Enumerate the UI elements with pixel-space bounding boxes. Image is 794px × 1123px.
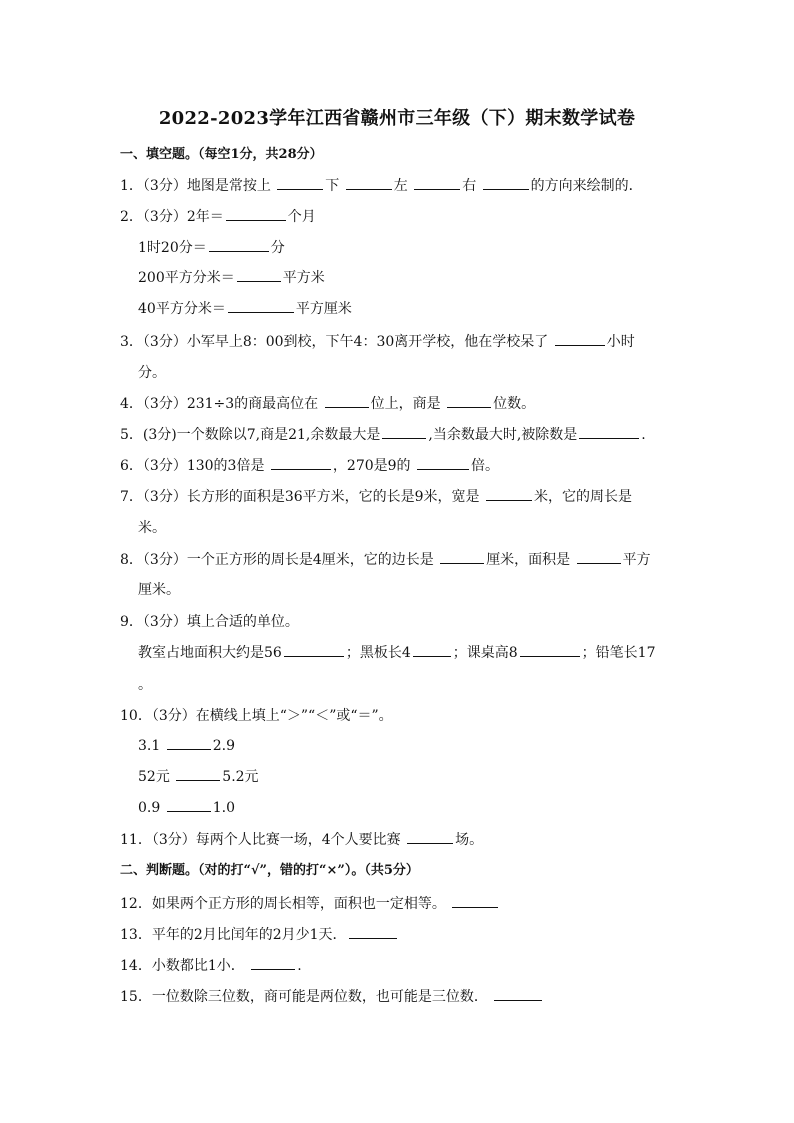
answer-blank[interactable] — [520, 644, 580, 657]
q4-text: 位数。 — [493, 396, 536, 412]
q10-text: 5.2元 — [222, 769, 259, 785]
q5-text: . — [641, 427, 646, 443]
answer-blank[interactable] — [440, 551, 484, 564]
question-12 — [120, 895, 500, 913]
question-2 — [120, 208, 316, 226]
question-11 — [120, 831, 483, 849]
answer-blank[interactable] — [414, 177, 460, 190]
section-heading-true-false: 二、判断题。（对的打“√”，错的打“×”）。（共5分） — [120, 863, 419, 878]
question-8-line-2: 厘米。 — [138, 582, 180, 598]
q2-text: 平方米 — [282, 270, 325, 286]
answer-blank[interactable] — [209, 239, 269, 252]
question-8 — [120, 551, 651, 569]
question-7 — [120, 488, 632, 506]
q11-text: 场。 — [455, 832, 484, 848]
q8-text: 8．（3分）一个正方形的周长是4厘米，它的边长是 — [120, 552, 434, 568]
question-3 — [120, 333, 635, 351]
q3-text: 小时 — [606, 334, 635, 350]
answer-blank[interactable] — [176, 768, 220, 781]
q10-text: 3.1 — [138, 738, 161, 754]
q9-text: ；黑板长4 — [345, 645, 411, 661]
q7-text: 米，它的周长是 — [534, 489, 632, 505]
q2-text: 1时20分＝ — [138, 240, 207, 256]
q4-text: 位上，商是 — [370, 396, 441, 412]
q6-text: 倍。 — [471, 458, 499, 474]
question-13 — [120, 926, 399, 944]
q2-text: 40平方分米＝ — [138, 301, 226, 317]
q7-text: 7．（3分）长方形的面积是36平方米，它的长是9米，宽是 — [120, 489, 480, 505]
q11-text: 11．（3分）每两个人比赛一场，4个人要比赛 — [120, 832, 401, 848]
q10-text: 2.9 — [212, 738, 235, 754]
q8-text: 厘米，面积是 — [486, 552, 571, 568]
answer-blank[interactable] — [579, 426, 639, 439]
answer-blank[interactable] — [555, 333, 605, 346]
question-9-line-3: 。 — [138, 677, 152, 693]
q1-text: 的方向来绘制的． — [530, 178, 643, 194]
answer-blank[interactable] — [417, 457, 469, 470]
answer-blank[interactable] — [577, 551, 621, 564]
answer-blank[interactable] — [167, 737, 211, 750]
question-5 — [120, 426, 646, 444]
answer-blank[interactable] — [407, 831, 453, 844]
q1-text: 右 — [462, 178, 477, 194]
q3-text: 3．（3分）小军早上8：00到校，下午4：30离开学校，他在学校呆了 — [120, 334, 549, 350]
answer-blank[interactable] — [237, 269, 281, 282]
question-1 — [120, 177, 643, 195]
answer-blank[interactable] — [228, 300, 294, 313]
answer-blank[interactable] — [271, 457, 331, 470]
q4-text: 4．（3分）231÷3的商最高位在 — [120, 396, 319, 412]
answer-blank[interactable] — [349, 926, 397, 939]
q9-text: 教室占地面积大约是56 — [138, 645, 282, 661]
q13-text: 13．平年的2月比闰年的2月少1天． — [120, 927, 347, 943]
answer-blank[interactable] — [452, 895, 498, 908]
q5-text: ,当余数最大时,被除数是 — [428, 427, 578, 443]
question-2-line-3 — [138, 269, 325, 287]
answer-blank[interactable] — [251, 957, 295, 970]
answer-blank[interactable] — [413, 644, 451, 657]
answer-blank[interactable] — [226, 208, 286, 221]
answer-blank[interactable] — [486, 488, 532, 501]
page-title: 2022-2023学年江西省赣州市三年级（下）期末数学试卷 — [158, 108, 636, 129]
q1-text: 1．（3分）地图是常按上 — [120, 178, 271, 194]
question-2-line-2 — [138, 239, 285, 257]
question-7-line-2: 米。 — [138, 520, 166, 536]
question-10-row-2 — [138, 768, 259, 786]
answer-blank[interactable] — [284, 644, 344, 657]
answer-blank[interactable] — [325, 395, 369, 408]
answer-blank[interactable] — [483, 177, 529, 190]
answer-blank[interactable] — [277, 177, 323, 190]
q5-text: 5．(3分)一个数除以7,商是21,余数最大是 — [120, 427, 381, 443]
question-9-line-2 — [138, 644, 656, 662]
answer-blank[interactable] — [167, 799, 211, 812]
question-10-row-1 — [138, 737, 235, 755]
q12-text: 12．如果两个正方形的周长相等，面积也一定相等。 — [120, 896, 446, 912]
q2-text: 分 — [270, 240, 285, 256]
q10-text: 1.0 — [212, 800, 235, 816]
question-10: 10．（3分）在横线上填上“＞”“＜”或“＝”。 — [120, 708, 393, 724]
q10-text: 52元 — [138, 769, 170, 785]
q1-text: 左 — [393, 178, 408, 194]
question-2-line-4 — [138, 300, 352, 318]
q6-text: ，270是9的 — [332, 458, 411, 474]
q2-text: 平方厘米 — [295, 301, 352, 317]
question-10-row-3 — [138, 799, 235, 817]
q14-text: . — [297, 958, 302, 974]
question-3-line-2: 分。 — [138, 365, 166, 381]
q1-text: 下 — [325, 178, 340, 194]
q2-text: 个月 — [287, 209, 316, 225]
q2-text: 2．（3分）2年＝ — [120, 209, 224, 225]
q14-text: 14．小数都比1小． — [120, 958, 245, 974]
section-heading-fill-in: 一、填空题。（每空1分，共28分） — [120, 147, 323, 162]
question-6 — [120, 457, 499, 475]
q9-text: ；铅笔长17 — [581, 645, 656, 661]
question-4 — [120, 395, 535, 413]
question-14 — [120, 957, 302, 975]
q6-text: 6．（3分）130的3倍是 — [120, 458, 265, 474]
question-15 — [120, 988, 544, 1006]
answer-blank[interactable] — [447, 395, 491, 408]
answer-blank[interactable] — [494, 988, 542, 1001]
q10-text: 0.9 — [138, 800, 161, 816]
question-9: 9．（3分）填上合适的单位。 — [120, 614, 299, 630]
answer-blank[interactable] — [346, 177, 392, 190]
q15-text: 15．一位数除三位数，商可能是两位数，也可能是三位数． — [120, 989, 488, 1005]
answer-blank[interactable] — [382, 426, 426, 439]
q9-text: ；课桌高8 — [452, 645, 518, 661]
q2-text: 200平方分米＝ — [138, 270, 235, 286]
q8-text: 平方 — [622, 552, 651, 568]
